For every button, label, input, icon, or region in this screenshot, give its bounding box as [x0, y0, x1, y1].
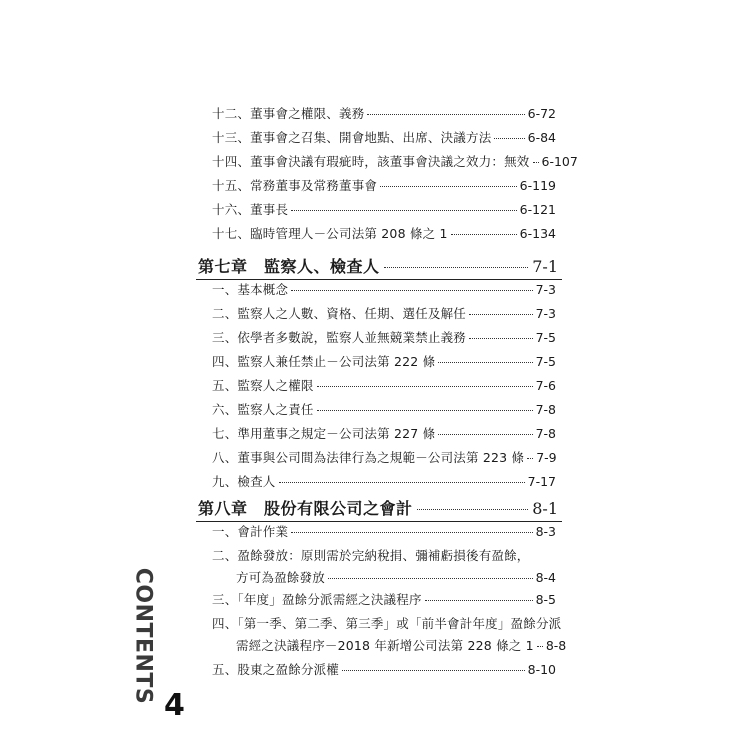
leader-dots: [469, 314, 533, 315]
toc-entry[interactable]: [212, 376, 556, 400]
toc-entry-title: 四、「第一季、第二季、第三季」或「前半會計年度」盈餘分派: [212, 616, 562, 631]
leader-dots: [291, 290, 532, 291]
toc-entry-page: 8-4: [535, 570, 556, 585]
leader-dots: [328, 578, 533, 579]
toc-entry-title: 一、會計作業: [212, 524, 289, 539]
toc-entry[interactable]: [212, 472, 556, 496]
page-number: 4: [164, 688, 185, 723]
toc-entry-page: 6-121: [519, 202, 556, 217]
toc-entry-page: 6-72: [527, 106, 556, 121]
toc-entry-page: 7-3: [535, 282, 556, 297]
toc-entry-page: 7-3: [535, 306, 556, 321]
toc-entry-line2[interactable]: [236, 636, 567, 660]
chapter-page: 7-1: [532, 257, 558, 276]
toc-entry-page: 7-17: [527, 474, 556, 489]
contents-side-label: [128, 567, 158, 705]
toc-entry-page: 7-5: [535, 354, 556, 369]
toc-entry-page: 7-8: [535, 402, 556, 417]
toc-entry-title-continued: 需經之決議程序－2018 年新增公司法第 228 條之 1: [236, 638, 534, 653]
leader-dots: [279, 482, 525, 483]
leader-dots: [291, 532, 532, 533]
toc-entry-page: 7-9: [536, 450, 557, 465]
toc-entry-line2[interactable]: [236, 568, 556, 592]
leader-dots: [438, 434, 532, 435]
toc-entry-title: 十六、董事長: [212, 202, 289, 217]
toc-entry-title: 一、基本概念: [212, 282, 289, 297]
toc-entry-line1[interactable]: [212, 614, 562, 638]
leader-dots: [425, 600, 533, 601]
toc-entry[interactable]: [212, 280, 556, 304]
toc-entry[interactable]: [212, 128, 556, 152]
leader-dots: [469, 338, 533, 339]
leader-dots: [342, 670, 525, 671]
toc-entry-page: 6-107: [541, 154, 578, 169]
toc-entry[interactable]: [212, 522, 556, 546]
chapter-title: 第八章 股份有限公司之會計: [198, 499, 413, 518]
toc-entry[interactable]: [212, 400, 556, 424]
toc-entry-title: 五、監察人之權限: [212, 378, 314, 393]
leader-dots: [317, 386, 533, 387]
toc-entry-title: 七、準用董事之規定－公司法第 227 條: [212, 426, 436, 441]
toc-entry[interactable]: [212, 590, 556, 614]
toc-entry-page: 8-3: [535, 524, 556, 539]
leader-dots: [537, 646, 543, 647]
toc-entry[interactable]: [212, 660, 556, 684]
toc-entry-page: 6-119: [519, 178, 556, 193]
leader-dots: [438, 362, 532, 363]
toc-entry[interactable]: [212, 352, 556, 376]
toc-entry-page: 7-8: [535, 426, 556, 441]
leader-dots: [367, 114, 524, 115]
toc-entry-title: 十七、臨時管理人－公司法第 208 條之 1: [212, 226, 448, 241]
toc-entry-title: 十五、常務董事及常務董事會: [212, 178, 378, 193]
toc-entry-page: 8-10: [527, 662, 556, 677]
leader-dots: [317, 410, 533, 411]
leader-dots: [451, 234, 517, 235]
chapter-page: 8-1: [532, 499, 558, 518]
leader-dots: [417, 509, 529, 510]
toc-entry-title: 二、監察人之人數、資格、任期、選任及解任: [212, 306, 467, 321]
toc-entry[interactable]: [212, 328, 556, 352]
toc-entry[interactable]: [212, 152, 578, 176]
toc-entry-page: 6-84: [527, 130, 556, 145]
chapter-title: 第七章 監察人、檢查人: [198, 257, 380, 276]
toc-entry-line1[interactable]: [212, 546, 556, 570]
leader-dots: [380, 186, 517, 187]
toc-entry-page: 6-134: [519, 226, 556, 241]
toc-entry-title: 四、監察人兼任禁止－公司法第 222 條: [212, 354, 436, 369]
toc-entry[interactable]: [212, 224, 556, 248]
toc-entry-title: 八、董事與公司間為法律行為之規範－公司法第 223 條: [212, 450, 525, 465]
toc-entry-title: 十二、董事會之權限、義務: [212, 106, 365, 121]
toc-entry[interactable]: [212, 104, 556, 128]
toc-entry-title-continued: 方可為盈餘發放: [236, 570, 325, 585]
toc-entry-title: 九、檢查人: [212, 474, 276, 489]
contents-side-text: CONTENTS: [130, 567, 156, 705]
toc-entry-title: 二、盈餘發放：原則需於完納稅捐、彌補虧損後有盈餘，: [212, 548, 530, 563]
toc-entry[interactable]: [212, 200, 556, 224]
toc-entry-page: 8-5: [535, 592, 556, 607]
leader-dots: [291, 210, 516, 211]
toc-entry-title: 十四、董事會決議有瑕疵時，該董事會決議之效力：無效: [212, 154, 530, 169]
leader-dots: [527, 458, 533, 459]
toc-entry-title: 十三、董事會之召集、開會地點、出席、決議方法: [212, 130, 492, 145]
toc-entry[interactable]: [212, 176, 556, 200]
leader-dots: [494, 138, 524, 139]
toc-entry-page: 7-5: [535, 330, 556, 345]
toc-entry[interactable]: [212, 304, 556, 328]
leader-dots: [533, 162, 539, 163]
toc-entry-page: 8-8: [545, 638, 567, 653]
toc-entry[interactable]: [212, 448, 556, 472]
toc-entry-title: 三、依學者多數說，監察人並無競業禁止義務: [212, 330, 467, 345]
toc-entry-page: 7-6: [535, 378, 556, 393]
toc-entry-title: 三、「年度」盈餘分派需經之決議程序: [212, 592, 422, 607]
toc-entry-title: 六、監察人之責任: [212, 402, 314, 417]
toc-entry[interactable]: [212, 424, 556, 448]
toc-entry-title: 五、股東之盈餘分派權: [212, 662, 340, 677]
leader-dots: [384, 267, 529, 268]
